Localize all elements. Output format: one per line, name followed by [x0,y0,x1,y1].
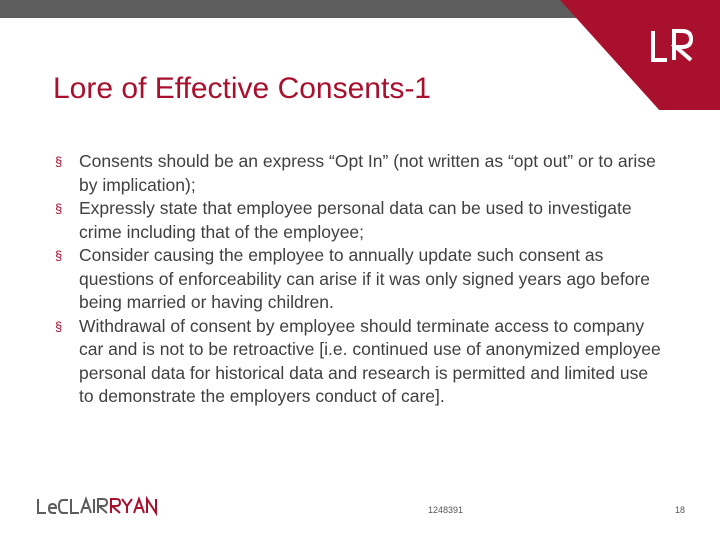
bullet-list [55,150,665,409]
lr-logo-icon [650,29,694,63]
bullet-item [55,197,665,244]
bullet-item [55,150,665,197]
bullet-marker-icon: § [55,248,63,263]
bullet-marker-icon: § [55,154,63,169]
slide-title: Lore of Effective Consents-1 [53,72,431,105]
bullet-marker-icon: § [55,318,63,334]
bullet-text: Consents should be an express “Opt In” (not written as “opt out” or to arise by implication); [79,151,656,195]
leclairryan-logo-icon [36,494,166,520]
document-number: 1248391 [428,505,464,515]
corner-brand-block [560,0,720,110]
bullet-item [55,315,665,409]
page-number: 18 [675,505,686,515]
bullet-text: Expressly state that employee personal data can be used to investigate crime including that of the employee; [79,198,632,242]
bullet-text: Withdrawal of consent by employee should terminate access to company car and is not to be retroactive [i.e. continued use of anonymized employee personal data for historical data and research is permitted and limited use to demonstrate the employers conduct of care]. [79,315,661,406]
bullet-text: Consider causing the employee to annually update such consent as questions of enforceability can arise if it was only signed years ago before being married or having children. [79,245,651,312]
bullet-item [55,244,665,315]
bullet-marker-icon: § [55,201,63,216]
